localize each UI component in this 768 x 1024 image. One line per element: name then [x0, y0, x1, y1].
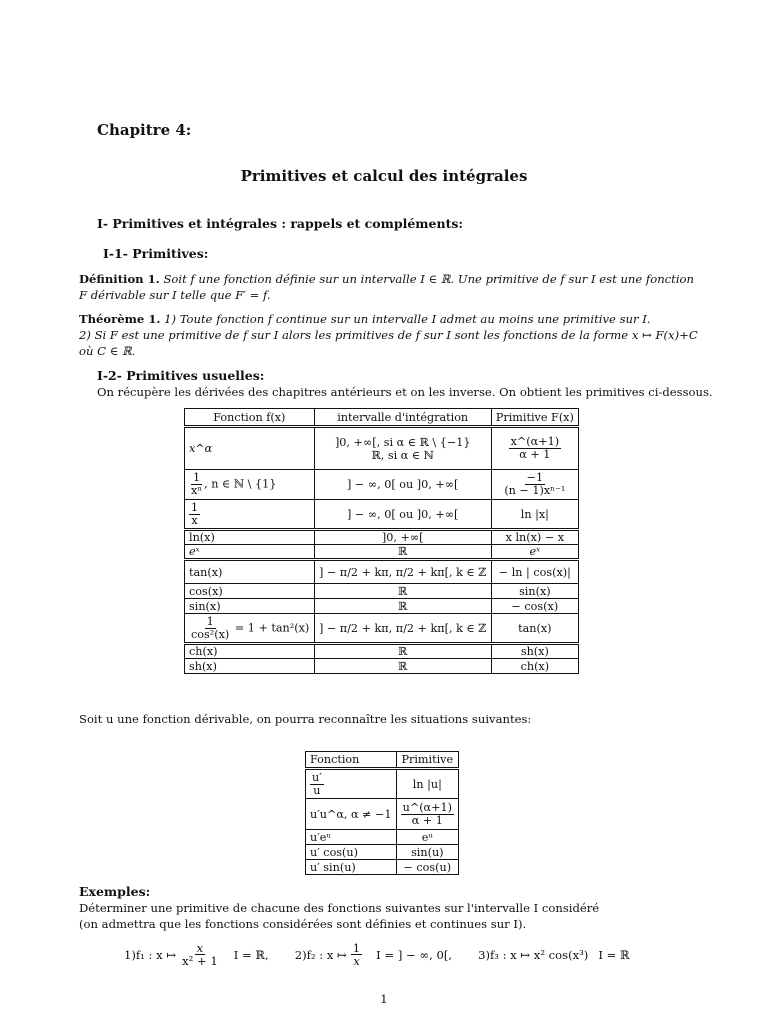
table-header: Primitive F(x)	[491, 409, 578, 427]
example-2-prefix: 2)f₂ : x ↦	[294, 947, 347, 962]
page-number: 1	[380, 992, 388, 1006]
page-title: Primitives et calcul des intégrales	[240, 167, 528, 185]
table-cell: u′u^α, α ≠ −1	[306, 799, 397, 830]
table-row	[306, 845, 459, 860]
table-cell: sh(x)	[185, 659, 315, 674]
table-row	[185, 545, 579, 560]
subsection-heading-2: I-2- Primitives usuelles:	[97, 368, 265, 383]
theorem-line-1	[79, 311, 651, 327]
table-row	[185, 427, 579, 470]
example-2-interval: I = ] − ∞, 0[,	[376, 947, 453, 962]
example-3-interval: I = ℝ	[598, 947, 630, 962]
table-row	[306, 799, 459, 830]
table-cell	[314, 427, 491, 470]
fraction: $\frac{1}{x}$	[352, 941, 361, 968]
table-row	[185, 560, 579, 584]
table-cell: ℝ	[314, 599, 491, 614]
examples-line-2: (on admettra que les fonctions considérées sont définies et continues sur I).	[79, 917, 527, 931]
table-cell	[306, 769, 397, 799]
subsection-heading: I-1- Primitives:	[103, 246, 209, 261]
table-cell: cos(x)	[185, 584, 315, 599]
fraction: $\frac{u\^{}(\alpha+1)}{\alpha + 1}$	[402, 800, 452, 827]
definition-text-1: Soit f une fonction définie sur un intervalle I ∈ ℝ. Une primitive de f sur I est une fonction	[163, 272, 694, 286]
table-cell: ] − π/2 + kπ, π/2 + kπ[, k ∈ ℤ	[314, 560, 491, 584]
examples-heading: Exemples:	[79, 884, 151, 899]
interval-line: ]0, +∞[, si α ∈ ℝ \ {−1}	[334, 435, 471, 449]
table-cell: tan(x)	[185, 560, 315, 584]
table-cell	[396, 799, 458, 830]
table-cell: eˣ	[185, 545, 315, 560]
definition-label: Définition 1.	[79, 272, 160, 286]
fraction: $\frac{1}{\text{xⁿ}}$	[191, 471, 203, 497]
fraction: $\frac{x}{\text{x² + 1}}$	[182, 941, 218, 968]
table-cell: ℝ	[314, 659, 491, 674]
table-cell: ch(x)	[491, 659, 578, 674]
chapter-label: Chapitre 4:	[97, 121, 192, 139]
table-header: intervalle d'intégration	[314, 409, 491, 427]
interval-line: ℝ, si α ∈ ℕ	[371, 448, 434, 462]
table-cell: ] − ∞, 0[ ou ]0, +∞[	[314, 500, 491, 530]
section-heading: I- Primitives et intégrales : rappels et compléments:	[97, 216, 463, 231]
example-1-prefix: 1)f₁ : x ↦	[124, 947, 177, 962]
primitives-table	[184, 408, 579, 674]
situations-intro: Soit u une fonction dérivable, on pourra reconnaître les situations suivantes:	[79, 712, 532, 726]
table-cell: ℝ	[314, 545, 491, 560]
fraction: $\frac{u'}{u}$	[312, 770, 322, 797]
fraction: $\frac{1}{\text{cos²(x)}}$	[191, 614, 230, 641]
table-cell: u′ sin(u)	[306, 860, 397, 875]
table-cell: − ln | cos(x)|	[491, 560, 578, 584]
table-cell	[185, 500, 315, 530]
table-row	[185, 470, 579, 500]
table-cell: $\frac{1}{\text{xⁿ}}$ , n ∈ ℕ \ {1}	[185, 470, 315, 500]
fraction: $\frac{-1}{\text{(n − 1)xⁿ⁻¹}}$	[504, 471, 566, 497]
theorem-line-2: 2) Si F est une primitive de f sur I alors les primitives de f sur I sont les fonctions de la forme x ↦ F(x)+C	[79, 328, 698, 342]
table-cell: ln |u|	[396, 769, 458, 799]
table-header: Fonction f(x)	[185, 409, 315, 427]
table-cell: ℝ	[314, 644, 491, 659]
table-row	[185, 530, 579, 545]
examples-formulas	[124, 942, 630, 967]
table-cell: ℝ	[314, 584, 491, 599]
table-cell: ln(x)	[185, 530, 315, 545]
table-cell: sin(u)	[396, 845, 458, 860]
table-cell: sin(x)	[185, 599, 315, 614]
table-cell: eᵘ	[396, 830, 458, 845]
table-row	[185, 614, 579, 644]
fraction: $\frac{x\^{}(\alpha+1)}{\alpha + 1}$	[510, 435, 560, 461]
table-row	[306, 769, 459, 799]
table-header: Primitive	[396, 752, 458, 769]
table-row	[306, 860, 459, 875]
subsection-intro: On récupère les dérivées des chapitres antérieurs et on les inverse. On obtient les primitives ci-dessous.	[97, 385, 713, 399]
table-cell	[491, 427, 578, 470]
table-cell: eˣ	[491, 545, 578, 560]
table-cell: ln |x|	[491, 500, 578, 530]
table-row	[306, 830, 459, 845]
table-cell: u′eᵘ	[306, 830, 397, 845]
table-cell: − cos(x)	[491, 599, 578, 614]
table-row	[185, 659, 579, 674]
theorem-text-1: 1) Toute fonction f continue sur un intervalle I admet au moins une primitive sur I.	[164, 312, 651, 326]
table-row	[185, 644, 579, 659]
table-cell: $\frac{1}{\text{cos²(x)}}$ = 1 + tan²(x)	[185, 614, 315, 644]
composition-table	[305, 751, 459, 875]
table-cell: ch(x)	[185, 644, 315, 659]
table-cell: ]0, +∞[	[314, 530, 491, 545]
table-row	[185, 599, 579, 614]
theorem-label: Théorème 1.	[79, 312, 161, 326]
theorem-line-3: où C ∈ ℝ.	[79, 344, 136, 358]
examples-line-1: Déterminer une primitive de chacune des fonctions suivantes sur l'intervalle I considéré	[79, 901, 600, 915]
table-cell: − cos(u)	[396, 860, 458, 875]
table-cell: x^α	[185, 427, 315, 470]
table-row	[185, 584, 579, 599]
definition-line-2: F dérivable sur I telle que F′ = f.	[79, 288, 271, 302]
table-row	[185, 500, 579, 530]
example-3-formula: 3)f₃ : x ↦ x² cos(x³)	[478, 947, 589, 962]
example-1-interval: I = ℝ,	[233, 947, 269, 962]
table-header: Fonction	[306, 752, 397, 769]
fraction: $\frac{1}{x}$	[191, 500, 199, 527]
definition-line-1	[79, 271, 694, 287]
table-cell: tan(x)	[491, 614, 578, 644]
table-cell: sh(x)	[491, 644, 578, 659]
table-cell: ] − π/2 + kπ, π/2 + kπ[, k ∈ ℤ	[314, 614, 491, 644]
table-cell	[491, 470, 578, 500]
table-cell: x ln(x) − x	[491, 530, 578, 545]
table-cell: sin(x)	[491, 584, 578, 599]
table-cell: u′ cos(u)	[306, 845, 397, 860]
table-cell: ] − ∞, 0[ ou ]0, +∞[	[314, 470, 491, 500]
